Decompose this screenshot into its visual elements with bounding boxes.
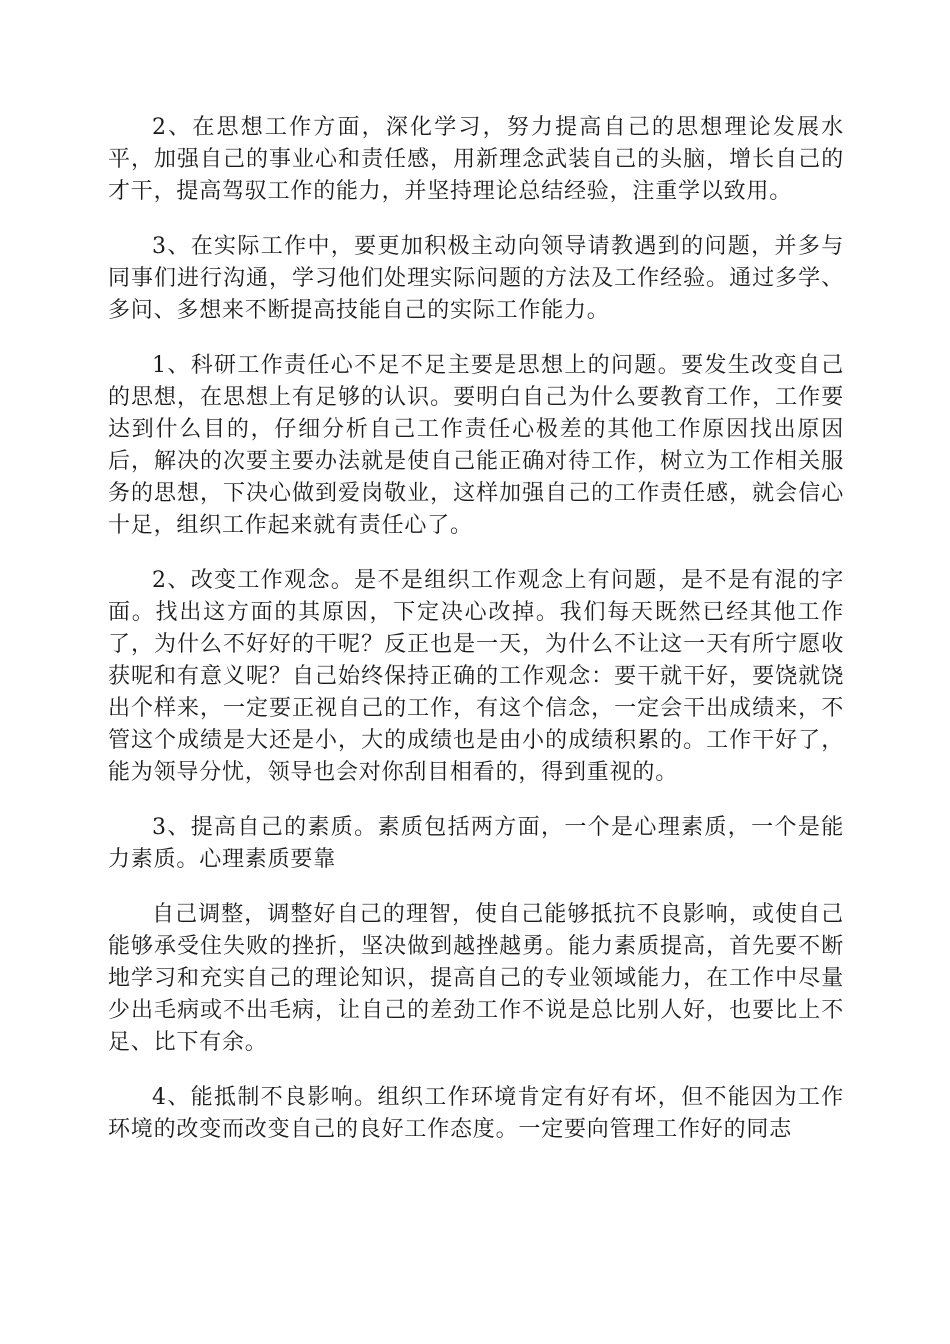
paragraph-practical-work: 3、在实际工作中，要更加积极主动向领导请教遇到的问题，并多与同事们进行沟通，学习他们处理实际问题的方法及工作经验。通过多学、多问、多想来不断提高技能自己的实际工作能力。 [108, 234, 844, 323]
paragraph-work-attitude: 2、改变工作观念。是不是组织工作观念上有问题，是不是有混的字面。找出这方面的其原因，下定决心改掉。我们每天既然已经其他工作了，为什么不好好的干呢？反正也是一天，为什么不让这一天有所宁愿收获呢和有意义呢？自己始终保持正确的工作观念：要干就干好，要饶就饶出个样来，一定要正视自己的工作，有这个信念，一定会干出成绩来，不管这个成绩是大还是小，大的成绩也是由小的成绩积累的。工作干好了，能为领导分忧，领导也会对你刮目相看的，得到重视的。 [108, 568, 844, 785]
paragraph-thinking-work: 2、在思想工作方面，深化学习，努力提高自己的思想理论发展水平，加强自己的事业心和责任感，用新理念武装自己的头脑，增长自己的才干，提高驾驭工作的能力，并坚持理论总结经验，注重学以致用。 [108, 115, 844, 204]
paragraph-resist-influence: 4、能抵制不良影响。组织工作环境肯定有好有坏，但不能因为工作环境的改变而改变自己的良好工作态度。一定要向管理工作好的同志 [108, 1085, 844, 1142]
document-body [108, 112, 844, 1169]
paragraph-self-adjustment: 自己调整，调整好自己的理智，使自己能够抵抗不良影响，或使自己能够承受住失败的挫折，坚决做到越挫越勇。能力素质提高，首先要不断地学习和充实自己的理论知识，提高自己的专业领域能力，在工作中尽量少出毛病或不出毛病，让自己的差劲工作不说是总比别人好，也要比上不足、比下有余。 [108, 902, 844, 1055]
paragraph-responsibility: 1、科研工作责任心不足不足主要是思想上的问题。要发生改变自己的思想，在思想上有足够的认识。要明白自己为什么要教育工作，工作要达到什么目的，仔细分析自己工作责任心极差的其他工作原因找出原因后，解决的次要主要办法就是使自己能正确对待工作，树立为工作相关服务的思想，下决心做到爱岗敬业，这样加强自己的工作责任感，就会信心十足，组织工作起来就有责任心了。 [108, 353, 844, 538]
paragraph-quality: 3、提高自己的素质。素质包括两方面，一个是心理素质，一个是能力素质。心理素质要靠 [108, 815, 844, 872]
